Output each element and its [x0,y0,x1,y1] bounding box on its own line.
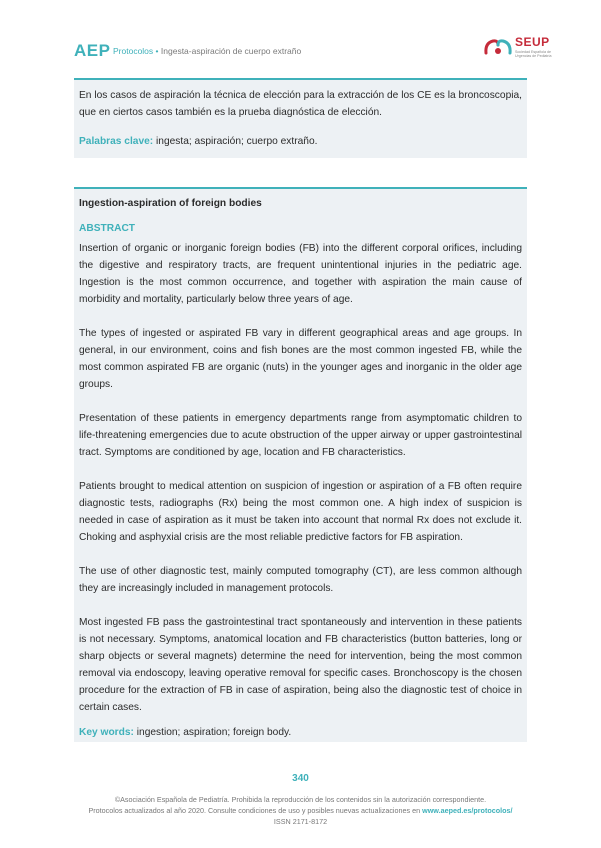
english-keywords-label: Key words: [79,727,134,738]
breadcrumb [113,46,301,56]
abstract-paragraph: Insertion of organic or inorganic foreign bodies (FB) into the different corporal orifices, including the digestive and respiratory tracts, are frequent unintentional injuries in the pediatric age. Ingestion is the most common occurrence, and together with aspiration the main cause of morbidity and mortality, particularly below three years of age. [79,243,522,305]
seup-subtitle: Sociedad Española de Urgencias de Pediatría [515,50,552,59]
abstract-heading: ABSTRACT [79,223,136,234]
breadcrumb-separator: • [155,46,159,56]
copyright-line: ©Asociación Española de Pediatría. Prohibida la reproducción de los contenidos sin la autorización correspondiente. [114,795,487,804]
protocols-link[interactable]: www.aeped.es/protocolos/ [422,806,513,815]
abstract-paragraph: The use of other diagnostic test, mainly computed tomography (CT), are less common although they are increasingly included in management protocols. [79,566,522,594]
update-notice-text: Protocolos actualizados al año 2020. Consulte condiciones de uso y posibles nuevas actualizaciones en [88,806,421,815]
english-keywords [79,724,522,741]
seup-emblem-icon [483,37,513,59]
english-title: Ingestion-aspiration of foreign bodies [79,198,262,209]
spanish-abstract-text: En los casos de aspiración la técnica de elección para la extracción de los CE es la broncoscopia, que en ciertos casos también es la prueba diagnóstica de elección. [79,90,522,118]
issn: ISSN 2171-8172 [273,817,328,826]
aep-logo: AEP [74,41,111,60]
breadcrumb-category: Protocolos [113,46,154,56]
abstract-paragraph: Most ingested FB pass the gastrointestinal tract spontaneously and intervention in these patients is not necessary. Symptoms, anatomical location and FB characteristics (button batteries, long or sharp objects or several magnets) determine the need for intervention, being the most common removal via endoscopy, leaving operative removal for specific cases. Bronchoscopy is the chosen procedure for the extraction of FB in case of aspiration, being also the diagnostic test of choice in certain cases. [79,617,522,713]
seup-logo [483,35,561,63]
update-notice [0,805,601,816]
spanish-keywords [79,133,522,150]
page-header [74,35,561,66]
page-number: 340 [292,773,309,784]
english-keywords-text: ingestion; aspiration; foreign body. [136,727,292,738]
spanish-keywords-text: ingesta; aspiración; cuerpo extraño. [156,136,318,147]
abstract-paragraph: The types of ingested or aspirated FB vary in different geographical areas and age groups. In general, in our environment, coins and fish bones are the most common ingested FB, while the most common aspirated FB are organic (nuts) in the younger ages and inorganic in the older age groups. [79,328,522,390]
abstract-paragraph: Patients brought to medical attention on suspicion of ingestion or aspiration of a FB often require diagnostic tests, radiographs (Rx) being the most common one. A high index of suspicion is needed in case of aspiration as it must be taken into account that normal Rx does not exclude it. Choking and asphyxial crisis are the most reliable predictive factors for FB aspiration. [79,481,522,543]
spanish-abstract-box [74,78,527,158]
abstract-paragraph: Presentation of these patients in emergency departments range from asymptomatic children to life-threatening emergencies due to acute obstruction of the upper airway or upper gastrointestinal tract. Symptoms are conditioned by age, location and FB characteristics. [79,413,522,458]
english-abstract-box [74,187,527,742]
seup-wordmark: SEUP [515,35,550,49]
breadcrumb-topic: Ingesta-aspiración de cuerpo extraño [160,46,302,56]
spanish-keywords-label: Palabras clave: [79,136,154,147]
